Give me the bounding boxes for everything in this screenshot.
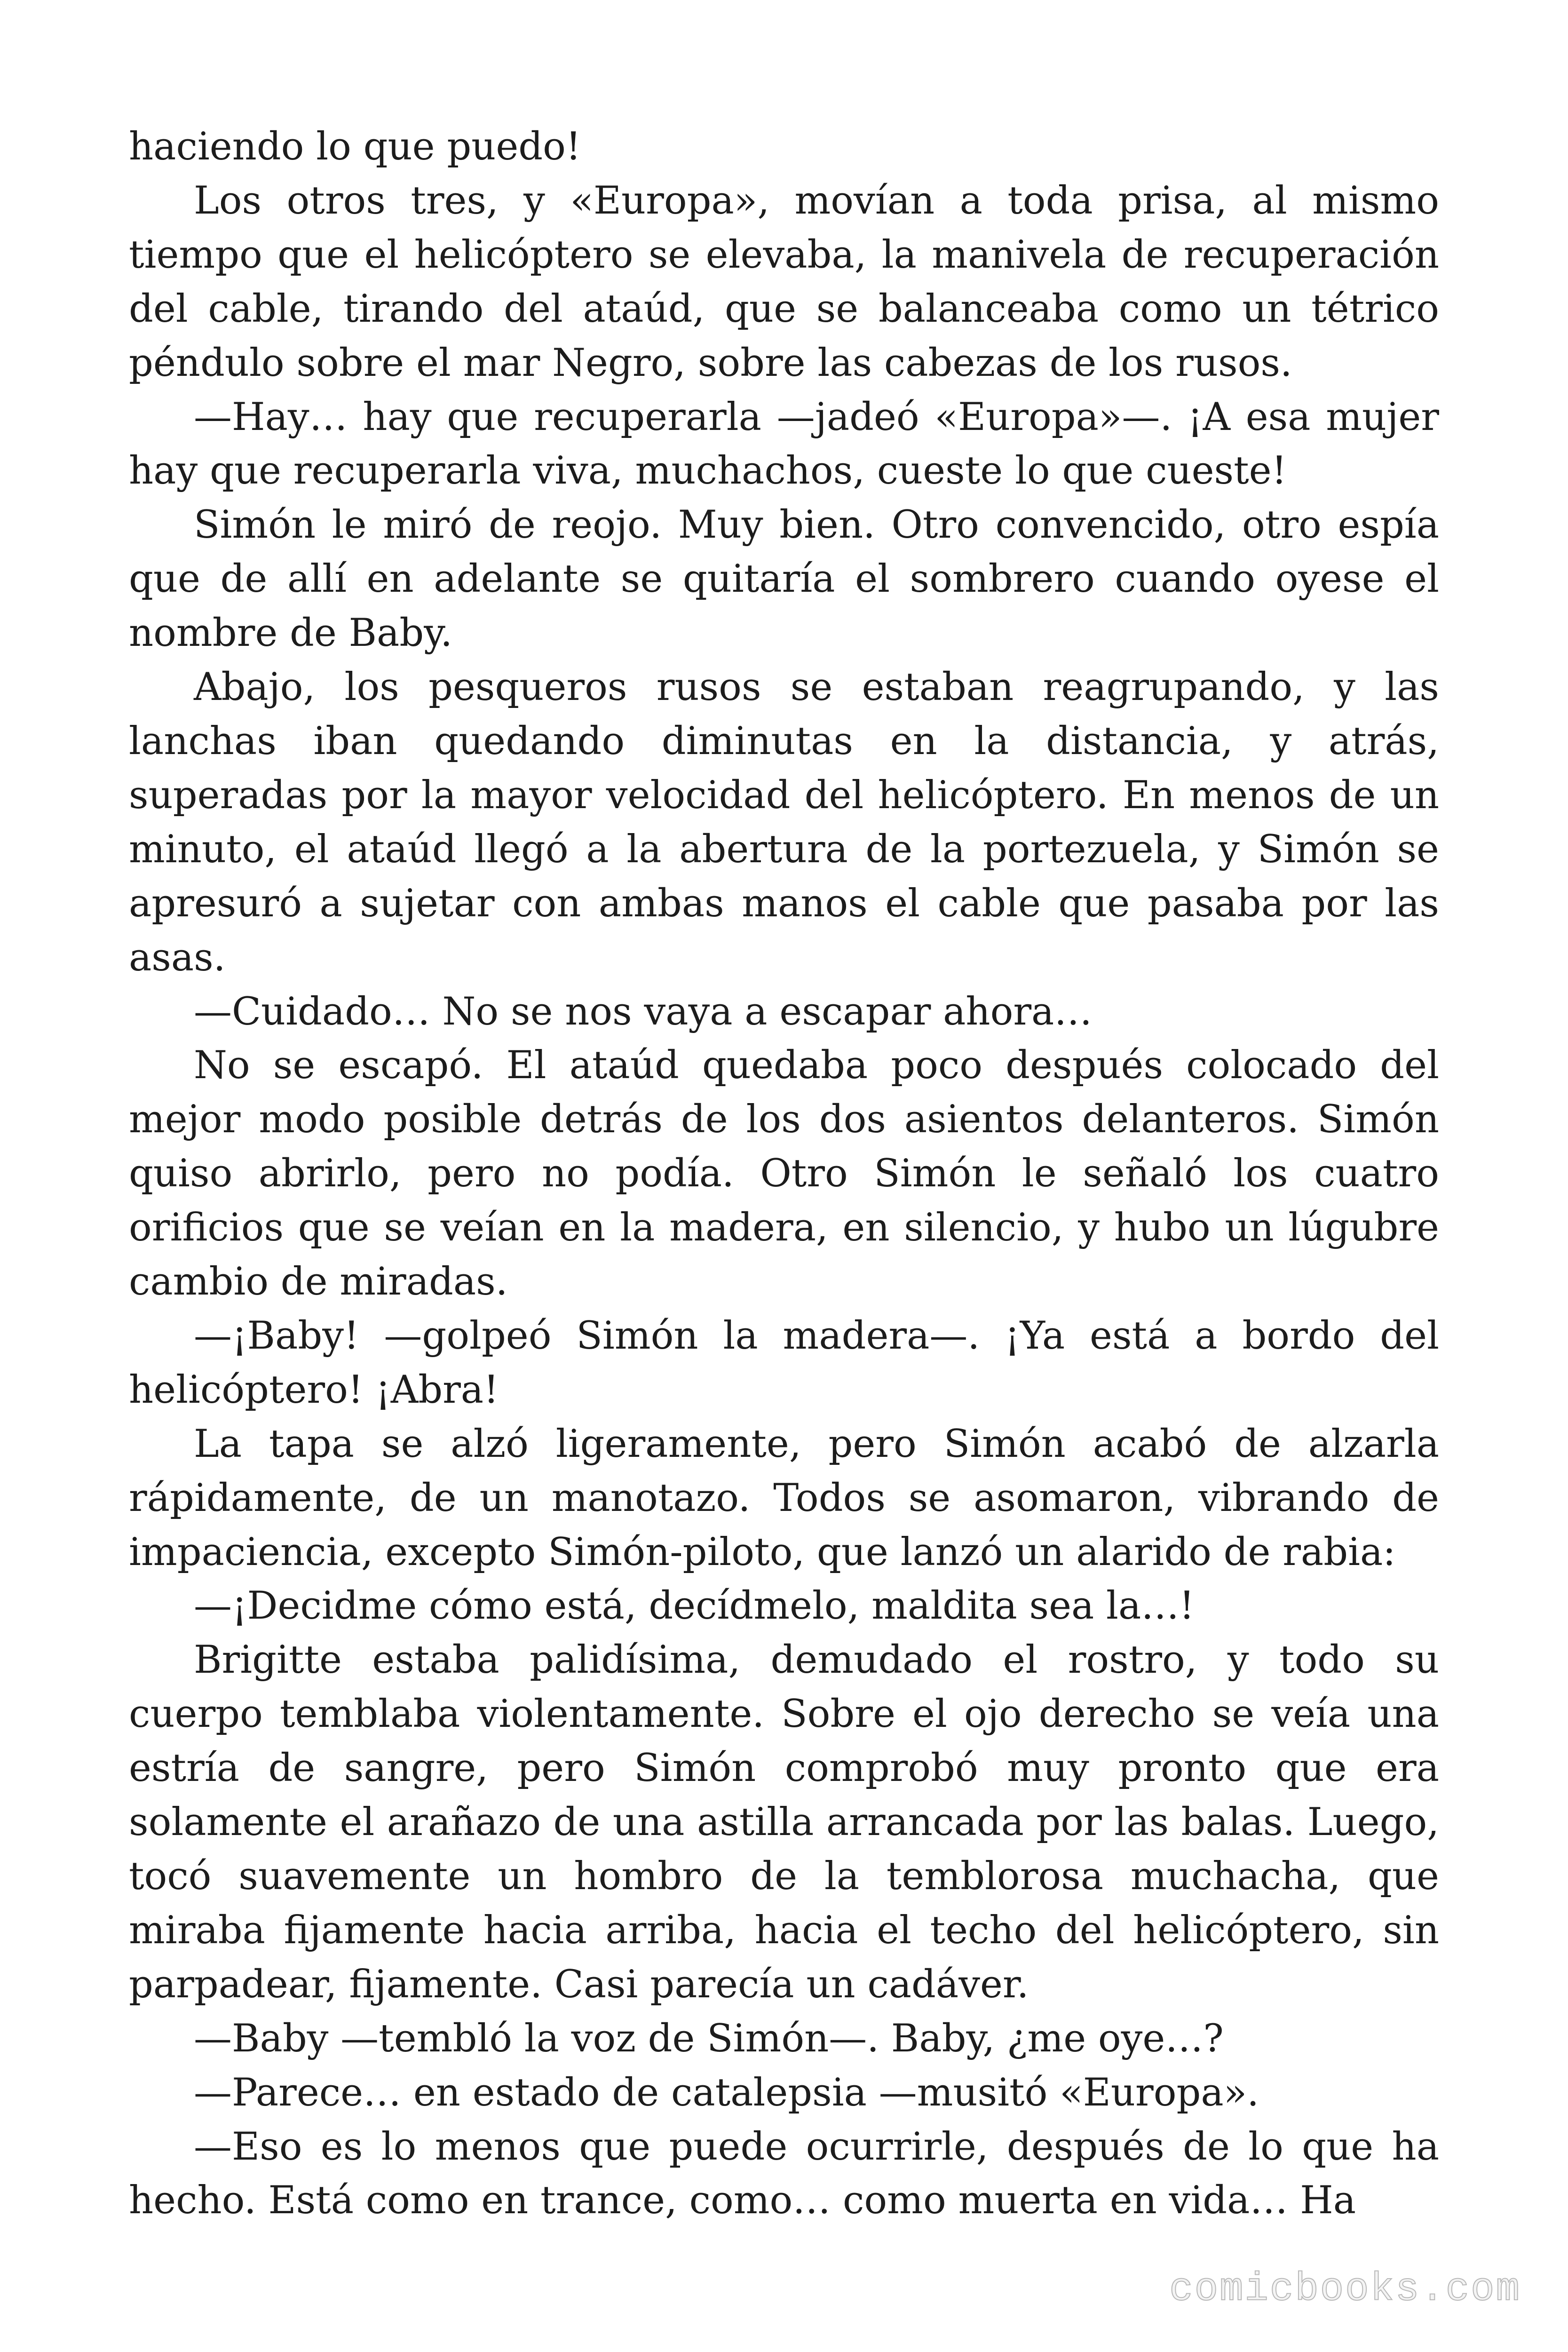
paragraph-continued: haciendo lo que puedo! (129, 125, 581, 169)
paragraph: Abajo, los pesqueros rusos se estaban reagrupando, y las lanchas iban quedando diminutas en la distancia, y atrás, superadas por la mayor velocidad del helicóptero. En menos de un minuto, el ataúd llegó a la abertura de la portezuela, y Simón se apresuró a sujetar con ambas manos el cable que pasaba por las asas. (129, 665, 1439, 980)
dialogue-paragraph: —¡Baby! —golpeó Simón la madera—. ¡Ya está a bordo del helicóptero! ¡Abra! (129, 1313, 1439, 1412)
paragraph: La tapa se alzó ligeramente, pero Simón acabó de alzarla rápidamente, de un manotazo. Todos se asomaron, vibrando de impaciencia, excepto Simón-piloto, que lanzó un alarido de rabia: (129, 1422, 1439, 1574)
dialogue-paragraph: —Cuidado… No se nos vaya a escapar ahora… (194, 989, 1093, 1034)
dialogue-paragraph: —Parece… en estado de catalepsia —musitó «Europa». (194, 2070, 1259, 2115)
paragraph: Brigitte estaba palidísima, demudado el rostro, y todo su cuerpo temblaba violentamente. Sobre el ojo derecho se veía una estría de sangre, pero Simón comprobó muy pronto que era solamente el arañazo de una astilla arrancada por las balas. Luego, tocó suavemente un hombro de la temblorosa muchacha, que miraba fijamente hacia arriba, hacia el techo del helicóptero, sin parpadear, fijamente. Casi parecía un cadáver. (129, 1638, 1439, 2007)
page-text (129, 120, 1439, 2228)
dialogue-paragraph: —Hay… hay que recuperarla —jadeó «Europa»—. ¡A esa mujer hay que recuperarla viva, muchachos, cueste lo que cueste! (129, 395, 1439, 493)
paragraph: Simón le miró de reojo. Muy bien. Otro convencido, otro espía que de allí en adelante se quitaría el sombrero cuando oyese el nombre de Baby. (129, 503, 1439, 656)
dialogue-paragraph: —Baby —tembló la voz de Simón—. Baby, ¿me oye…? (194, 2016, 1224, 2061)
dialogue-paragraph: —¡Decidme cómo está, decídmelo, maldita sea la…! (194, 1584, 1195, 1629)
dialogue-paragraph-last: —Eso es lo menos que puede ocurrirle, después de lo que ha hecho. Está como en trance, como… como muerta en vida… Ha (129, 2124, 1439, 2223)
paragraph: No se escapó. El ataúd quedaba poco después colocado del mejor modo posible detrás de los dos asientos delanteros. Simón quiso abrirlo, pero no podía. Otro Simón le señaló los cuatro orificios que se veían en la madera, en silencio, y hubo un lúgubre cambio de miradas. (129, 1043, 1439, 1304)
paragraph: Los otros tres, y «Europa», movían a toda prisa, al mismo tiempo que el helicóptero se elevaba, la manivela de recuperación del cable, tirando del ataúd, que se balanceaba como un tétrico péndulo sobre el mar Negro, sobre las cabezas de los rusos. (129, 178, 1439, 385)
watermark: comicbooks.com (1169, 2267, 1521, 2312)
